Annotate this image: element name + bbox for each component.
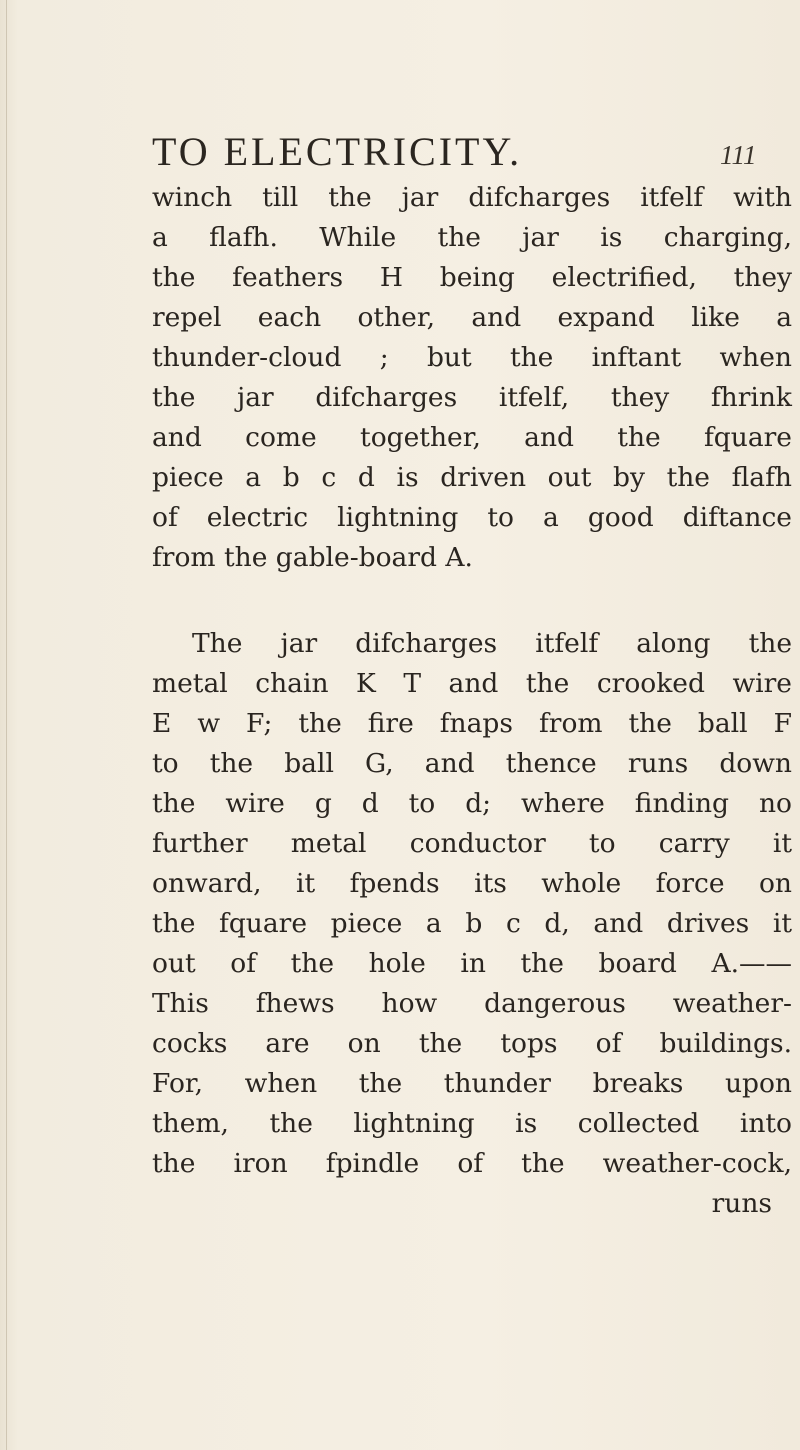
text-line: winch till the jar difcharges itfelf with — [152, 182, 792, 213]
text-line: E w F; the fire fnaps from the ball F — [152, 708, 792, 739]
page-gutter-edge — [6, 0, 7, 1450]
text-line: This fhews how dangerous weather- — [152, 988, 792, 1019]
text-line: of electric lightning to a good diftance — [152, 502, 792, 533]
text-line: The jar difcharges itfelf along the — [192, 628, 792, 659]
text-line: thunder-cloud ; but the inftant when — [152, 342, 792, 373]
text-line: the fquare piece a b c d, and drives it — [152, 908, 792, 939]
text-line: to the ball G, and thence runs down — [152, 748, 792, 779]
text-line: from the gable-board A. — [152, 542, 473, 573]
text-line: and come together, and the fquare — [152, 422, 792, 453]
text-line: For, when the thunder breaks upon — [152, 1068, 792, 1099]
paragraph-gap — [152, 578, 792, 624]
text-line: onward, it fpends its whole force on — [152, 868, 792, 899]
text-line: piece a b c d is driven out by the flafh — [152, 462, 792, 493]
catchword: runs — [711, 1188, 772, 1219]
body-text — [152, 178, 792, 1224]
text-line: a flafh. While the jar is charging, — [152, 222, 792, 253]
text-line: cocks are on the tops of buildings. — [152, 1028, 792, 1059]
text-line: metal chain K T and the crooked wire — [152, 668, 792, 699]
paragraph-1 — [152, 178, 792, 578]
text-line: the jar difcharges itfelf, they fhrink — [152, 382, 792, 413]
text-line: the wire g d to d; where finding no — [152, 788, 792, 819]
text-line: the iron fpindle of the weather-cock, — [152, 1148, 792, 1179]
text-line: out of the hole in the board A.—— — [152, 948, 792, 979]
text-line: further metal conductor to carry it — [152, 828, 792, 859]
page-number: 111 — [720, 140, 757, 170]
running-title: TO ELECTRICITY. — [152, 129, 523, 174]
text-line: repel each other, and expand like a — [152, 302, 792, 333]
text-line: the feathers H being electrified, they — [152, 262, 792, 293]
paragraph-2 — [152, 624, 792, 1224]
text-line: them, the lightning is collected into — [152, 1108, 792, 1139]
